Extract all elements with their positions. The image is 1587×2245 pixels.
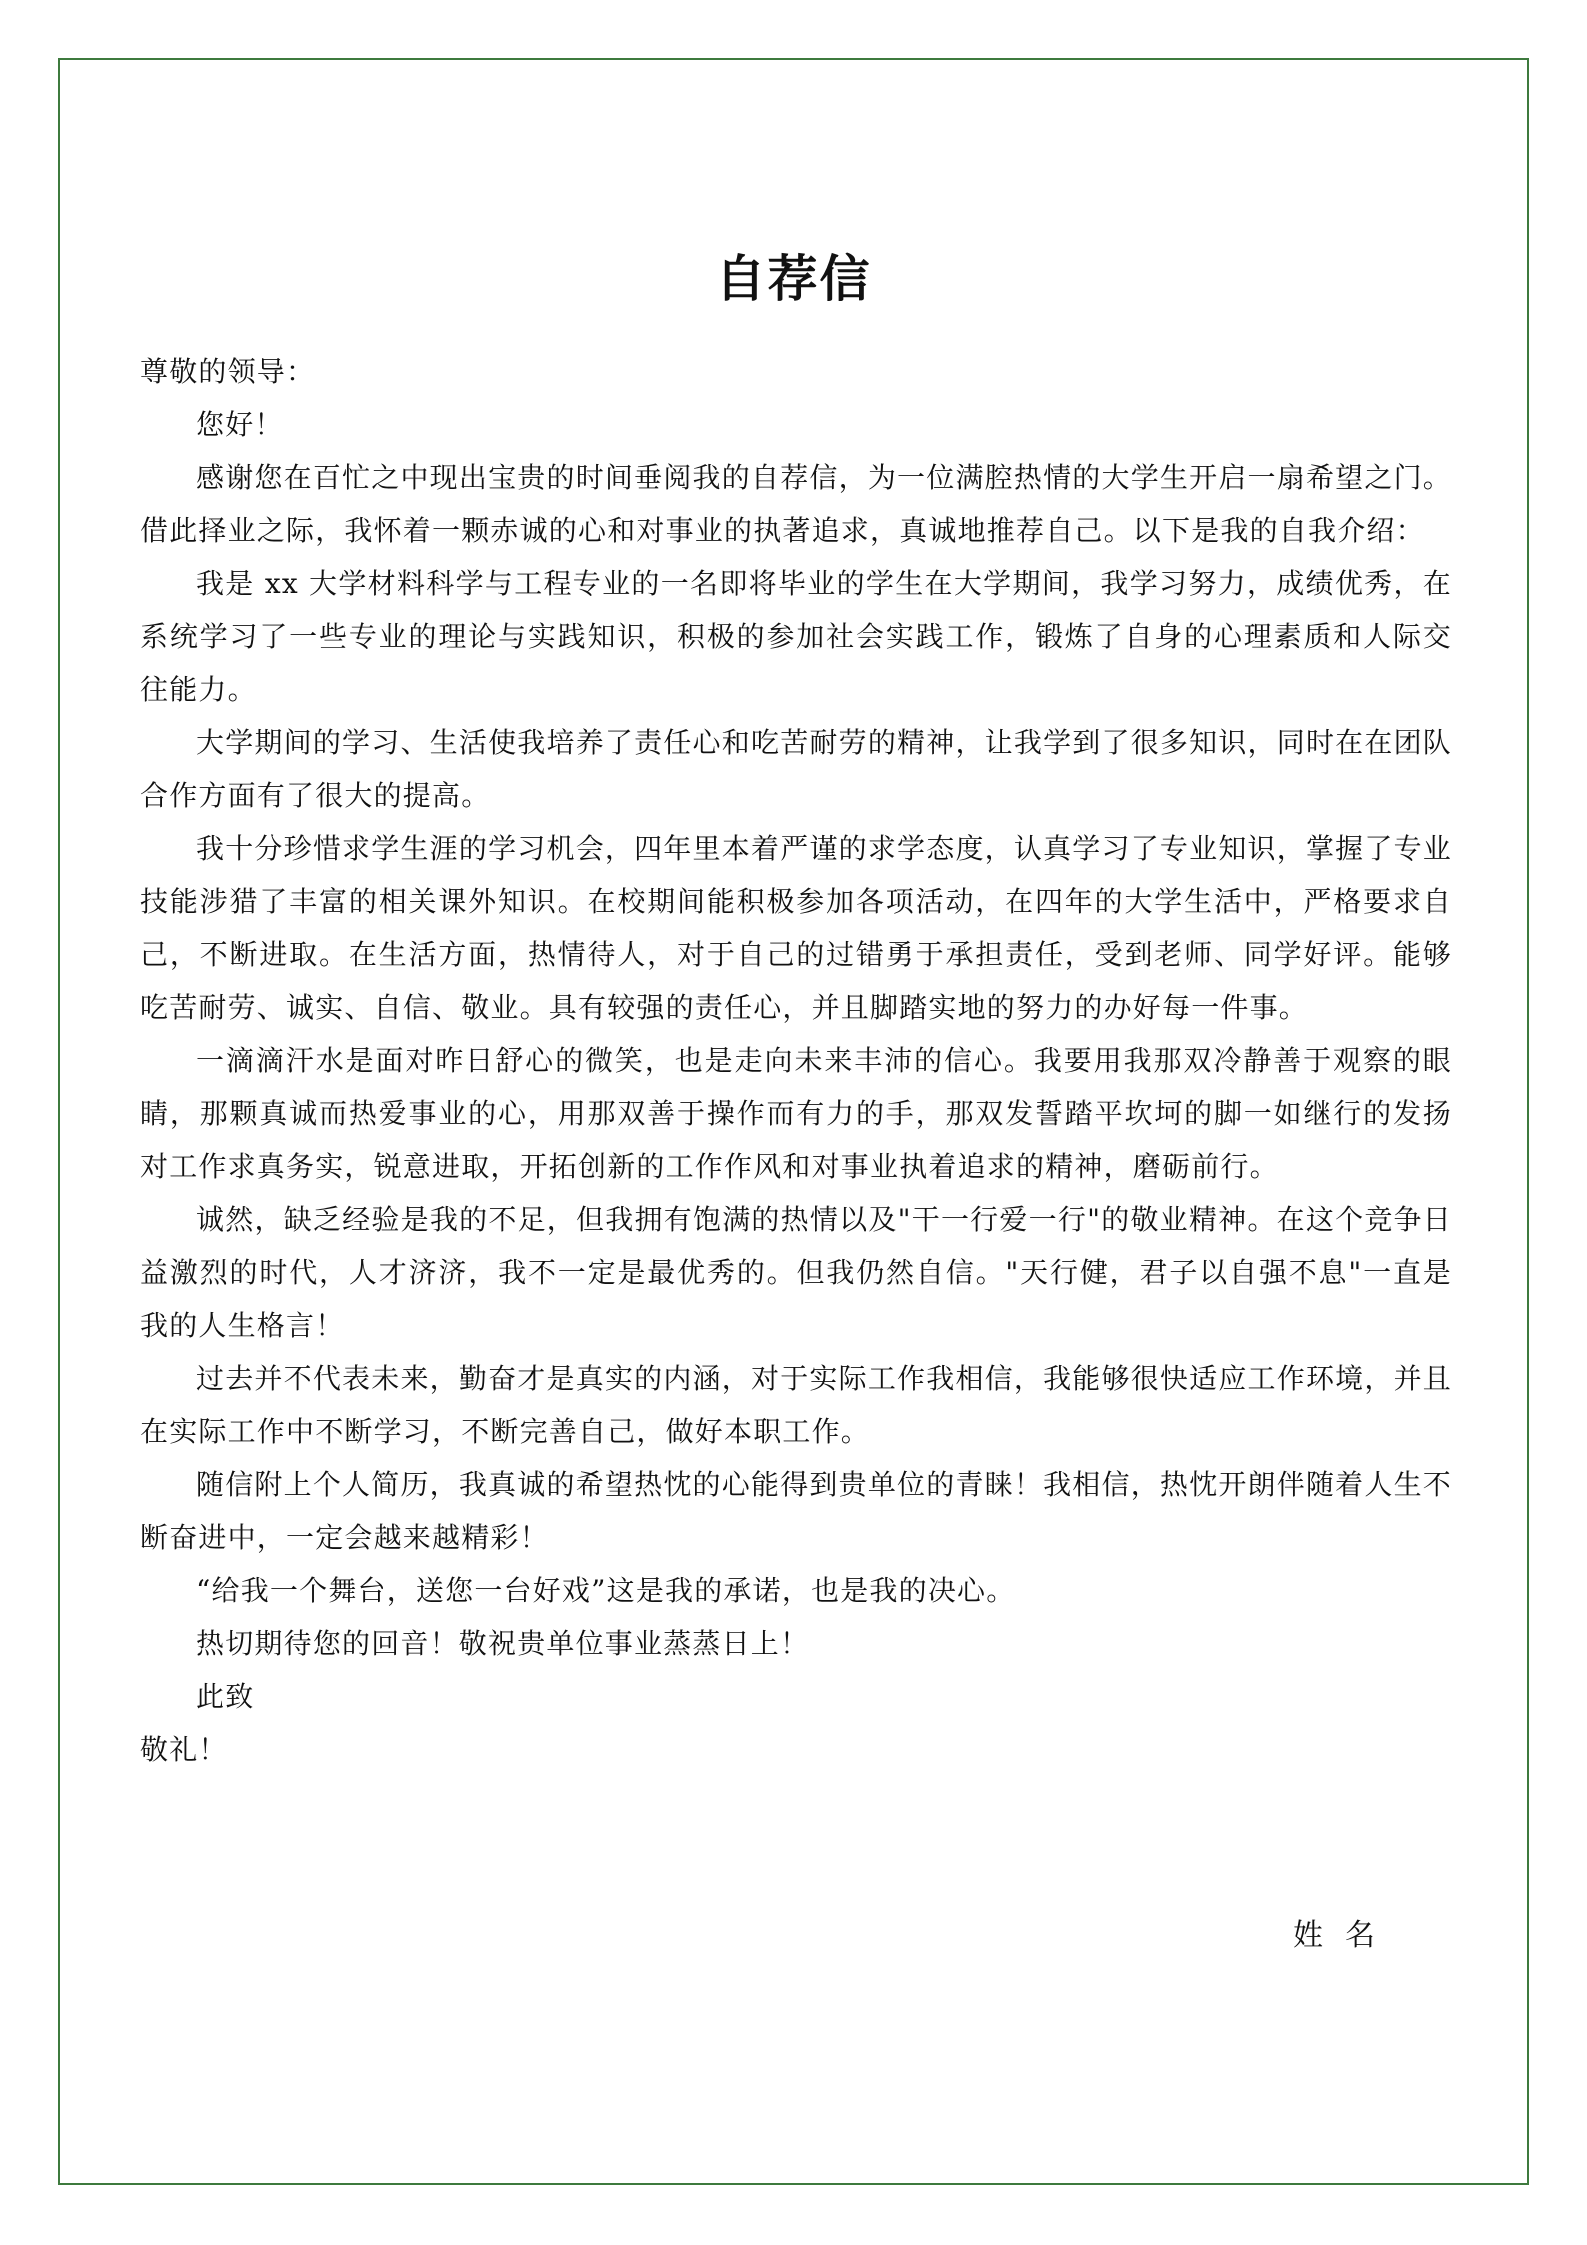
paragraph: 诚然，缺乏经验是我的不足，但我拥有饱满的热情以及"干一行爱一行"的敬业精神。在这个竞争日益激烈的时代，人才济济，我不一定是最优秀的。但我仍然自信。"天行健，君子以自强不息"一直是我的人生格言！ [140, 1203, 1452, 1342]
paragraph: 一滴滴汗水是面对昨日舒心的微笑，也是走向未来丰沛的信心。我要用我那双冷静善于观察的眼睛，那颗真诚而热爱事业的心，用那双善于操作而有力的手，那双发誓踏平坎坷的脚一如继行的发扬对工作求真务实，锐意进取，开拓创新的工作作风和对事业执着追求的精神，磨砺前行。 [140, 1044, 1452, 1183]
greeting: 您好！ [196, 408, 284, 441]
paragraph: 感谢您在百忙之中现出宝贵的时间垂阅我的自荐信，为一位满腔热情的大学生开启一扇希望之门。借此择业之际，我怀着一颗赤诚的心和对事业的执著追求，真诚地推荐自己。以下是我的自我介绍： [140, 461, 1452, 547]
paragraph: 我是 xx 大学材料科学与工程专业的一名即将毕业的学生在大学期间，我学习努力，成绩优秀，在系统学习了一些专业的理论与实践知识，积极的参加社会实践工作，锻炼了自身的心理素质和人际交往能力。 [140, 567, 1452, 706]
paragraph: “给我一个舞台，送您一台好戏”这是我的承诺，也是我的决心。 [196, 1574, 1016, 1607]
closing-line: 此致 [196, 1680, 255, 1713]
salutation: 尊敬的领导： [140, 355, 316, 388]
document-title: 自荐信 [715, 249, 872, 308]
signature-name: 姓名 [1293, 1918, 1397, 1953]
closing-salute: 敬礼！ [140, 1733, 228, 1766]
paragraph: 我十分珍惜求学生涯的学习机会，四年里本着严谨的求学态度，认真学习了专业知识，掌握了专业技能涉猎了丰富的相关课外知识。在校期间能积极参加各项活动，在四年的大学生活中，严格要求自己，不断进取。在生活方面，热情待人，对于自己的过错勇于承担责任，受到老师、同学好评。能够吃苦耐劳、诚实、自信、敬业。具有较强的责任心，并且脚踏实地的努力的办好每一件事。 [140, 832, 1452, 1024]
paragraph: 热切期待您的回音！敬祝贵单位事业蒸蒸日上！ [196, 1627, 810, 1660]
paragraph: 随信附上个人简历，我真诚的希望热忱的心能得到贵单位的青睐！我相信，热忱开朗伴随着人生不断奋进中，一定会越来越精彩！ [140, 1468, 1452, 1554]
letter-body [140, 345, 1452, 1776]
paragraph: 过去并不代表未来，勤奋才是真实的内涵，对于实际工作我相信，我能够很快适应工作环境，并且在实际工作中不断学习，不断完善自己，做好本职工作。 [140, 1362, 1452, 1448]
paragraph: 大学期间的学习、生活使我培养了责任心和吃苦耐劳的精神，让我学到了很多知识，同时在在团队合作方面有了很大的提高。 [140, 726, 1452, 812]
